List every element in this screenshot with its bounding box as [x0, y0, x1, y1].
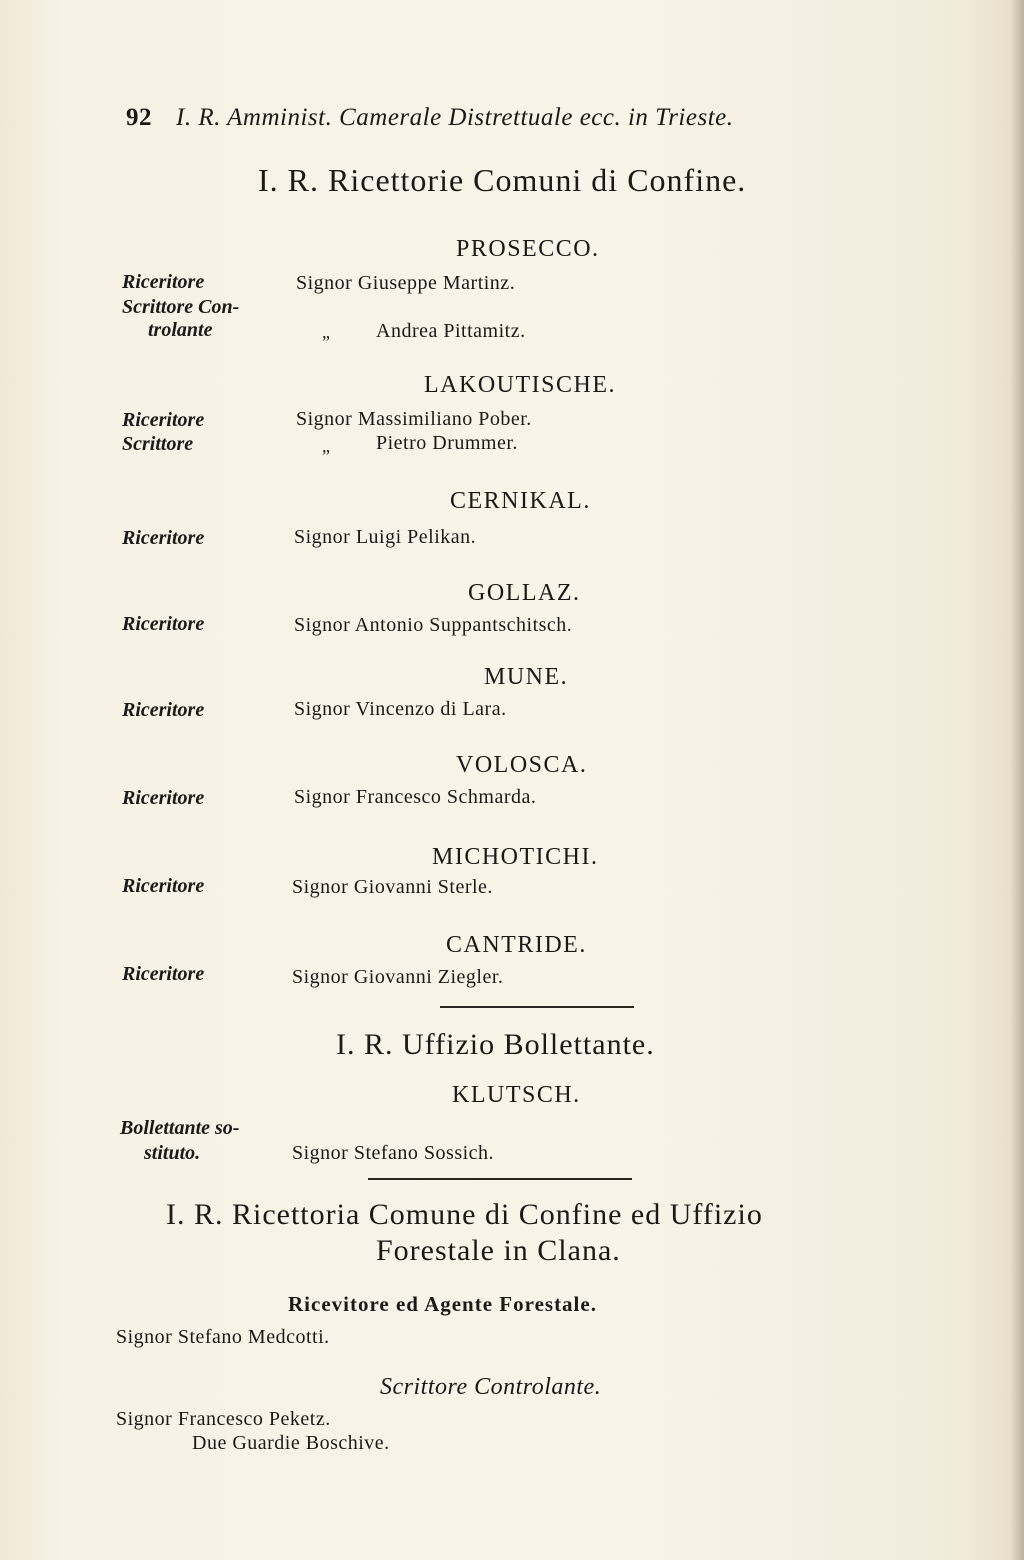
station-volosca: VOLOSCA.	[456, 752, 588, 778]
entry-name: Signor Giuseppe Martinz.	[296, 272, 516, 294]
section-title-ricettoria-clana: I. R. Ricettoria Comune di Confine ed Uffizio	[166, 1198, 763, 1231]
entry-name: Signor Antonio Suppantschitsch.	[294, 614, 573, 636]
section-title-uffizio-bollettante: I. R. Uffizio Bollettante.	[336, 1028, 655, 1061]
role-label: Riceritore	[122, 963, 205, 985]
ditto-mark: „	[322, 436, 330, 456]
entry-name: Signor Francesco Peketz.	[116, 1408, 331, 1430]
role-label: Riceritore	[122, 527, 205, 549]
entry-name: Signor Giovanni Ziegler.	[292, 966, 504, 988]
section-title-ricettorie: I. R. Ricettorie Comuni di Confine.	[258, 162, 747, 198]
entry-name: Signor Stefano Sossich.	[292, 1142, 495, 1164]
running-header	[126, 104, 734, 132]
entry-name: Signor Vincenzo di Lara.	[294, 698, 507, 720]
divider-rule	[440, 1006, 634, 1008]
role-label: Riceritore	[122, 613, 205, 635]
role-label: Bollettante so-	[120, 1117, 240, 1139]
role-label: Riceritore	[122, 699, 205, 721]
section-title-ricettoria-clana-line2: Forestale in Clana.	[376, 1234, 621, 1267]
station-cernikal: CERNIKAL.	[450, 488, 591, 514]
entry-name: Signor Giovanni Sterle.	[292, 876, 493, 898]
entry-name: Signor Francesco Schmarda.	[294, 786, 537, 808]
role-label: Riceritore	[122, 271, 205, 293]
role-label-continued: stituto.	[144, 1142, 201, 1164]
station-klutsch: KLUTSCH.	[452, 1082, 581, 1108]
entry-name: Signor Stefano Medcotti.	[116, 1326, 330, 1348]
divider-rule	[368, 1178, 632, 1180]
entry-name: Due Guardie Boschive.	[192, 1432, 390, 1454]
entry-name: Signor Massimiliano Pober.	[296, 408, 532, 430]
station-michotichi: MICHOTICHI.	[432, 844, 599, 870]
role-label-continued: trolante	[148, 319, 213, 341]
running-title: I. R. Amminist. Camerale Distrettuale ecc. in Trieste.	[176, 104, 734, 131]
entry-name: Signor Luigi Pelikan.	[294, 526, 477, 548]
role-label: Riceritore	[122, 787, 205, 809]
subheading-scrittore-controlante: Scrittore Controlante.	[380, 1374, 602, 1400]
entry-name: Pietro Drummer.	[376, 432, 518, 454]
station-cantride: CANTRIDE.	[446, 932, 587, 958]
entry-name: Andrea Pittamitz.	[376, 320, 526, 342]
role-label: Scrittore	[122, 433, 194, 455]
role-label: Riceritore	[122, 875, 205, 897]
page-edge-shadow	[1010, 0, 1024, 1560]
role-label: Riceritore	[122, 409, 205, 431]
role-label: Scrittore Con-	[122, 296, 240, 318]
station-prosecco: PROSECCO.	[456, 236, 600, 262]
station-gollaz: GOLLAZ.	[468, 580, 581, 606]
page-number: 92	[126, 104, 152, 131]
station-lakoutische: LAKOUTISCHE.	[424, 372, 616, 398]
station-mune: MUNE.	[484, 664, 569, 690]
ditto-mark: „	[322, 322, 330, 342]
subheading-ricevitore-agente: Ricevitore ed Agente Forestale.	[288, 1292, 597, 1316]
